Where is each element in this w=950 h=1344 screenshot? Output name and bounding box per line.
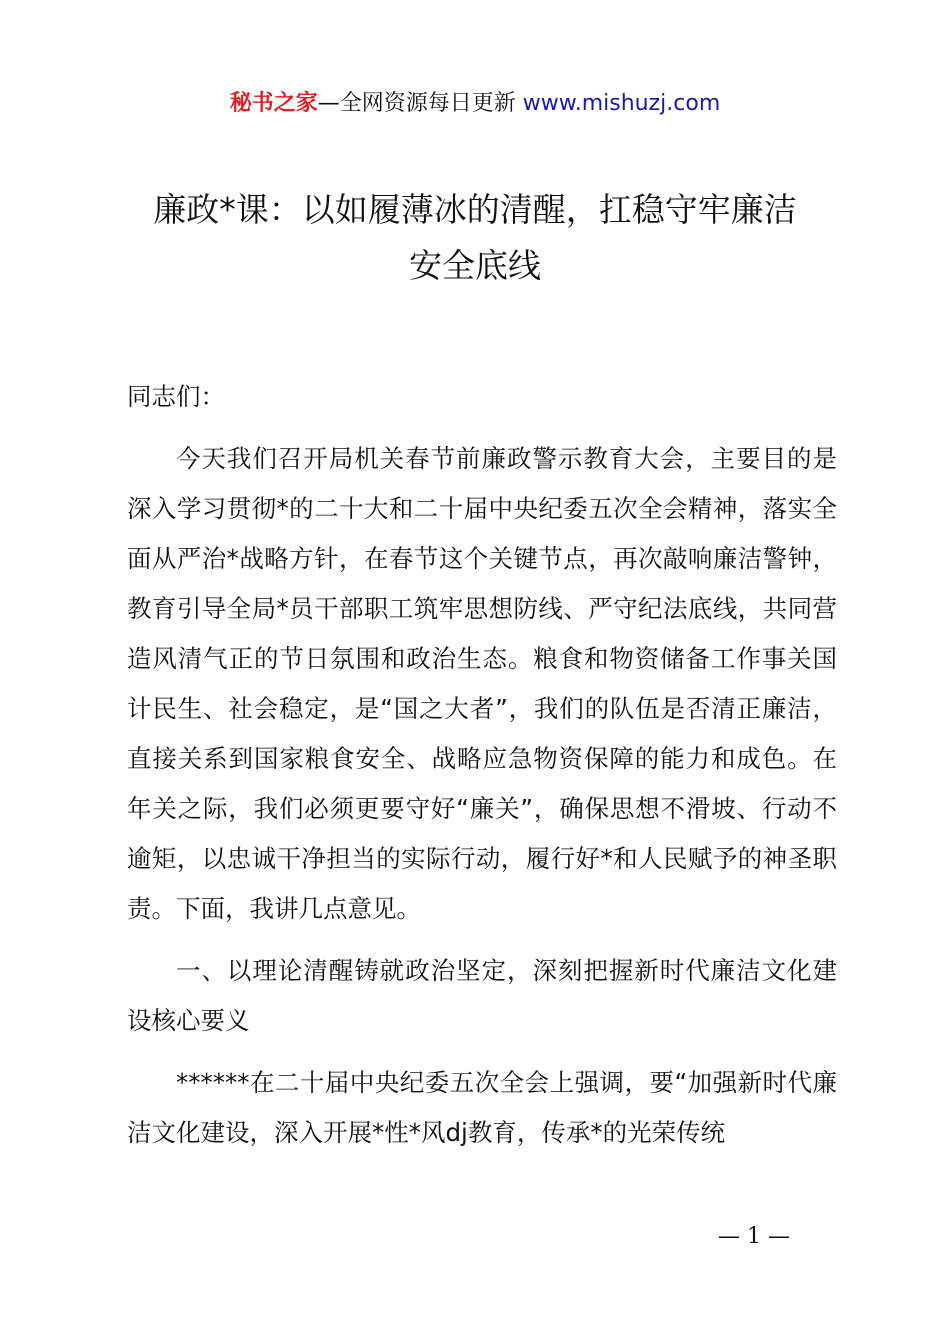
page-number: — 1 —: [718, 1224, 790, 1249]
intro-paragraph: 今天我们召开局机关春节前廉政警示教育大会，主要目的是深入学习贯彻*的二十大和二十届中央纪委五次全会精神，落实全面从严治*战略方针，在春节这个关键节点，再次敲响廉洁警钟，教育引导全局*员干部职工筑牢思想防线、严守纪法底线，共同营造风清气正的节日氛围和政治生态。粮食和物资储备工作事关国计民生、社会稳定，是“国之大者”，我们的队伍是否清正廉洁，直接关系到国家粮食安全、战略应急物资保障的能力和成色。在年关之际，我们必须更要守好“廉关”，确保思想不滑坡、行动不逾矩，以忠诚干净担当的实际行动，履行好*和人民赋予的神圣职责。下面，我讲几点意见。: [127, 444, 837, 923]
title-line-1: 廉政*课：以如履薄冰的清醒，扛稳守牢廉洁: [153, 190, 797, 229]
title-line-2: 安全底线: [409, 246, 541, 285]
section-1-paragraph: ******在二十届中央纪委五次全会上强调，要“加强新时代廉洁文化建设，深入开展*性*风dj教育，传承*的光荣传统: [127, 1068, 837, 1147]
site-header: [0, 88, 950, 120]
salutation: 同志们：: [127, 382, 225, 411]
document-body: [127, 372, 837, 1158]
header-tagline: —全网资源每日更新: [317, 91, 523, 116]
document-title: [100, 182, 850, 294]
site-url-link[interactable]: www.mishuzj.com: [522, 91, 721, 116]
brand-name: 秘书之家: [229, 91, 318, 116]
section-heading-1: 一、以理论清醒铸就政治坚定，深刻把握新时代廉洁文化建设核心要义: [127, 956, 837, 1035]
